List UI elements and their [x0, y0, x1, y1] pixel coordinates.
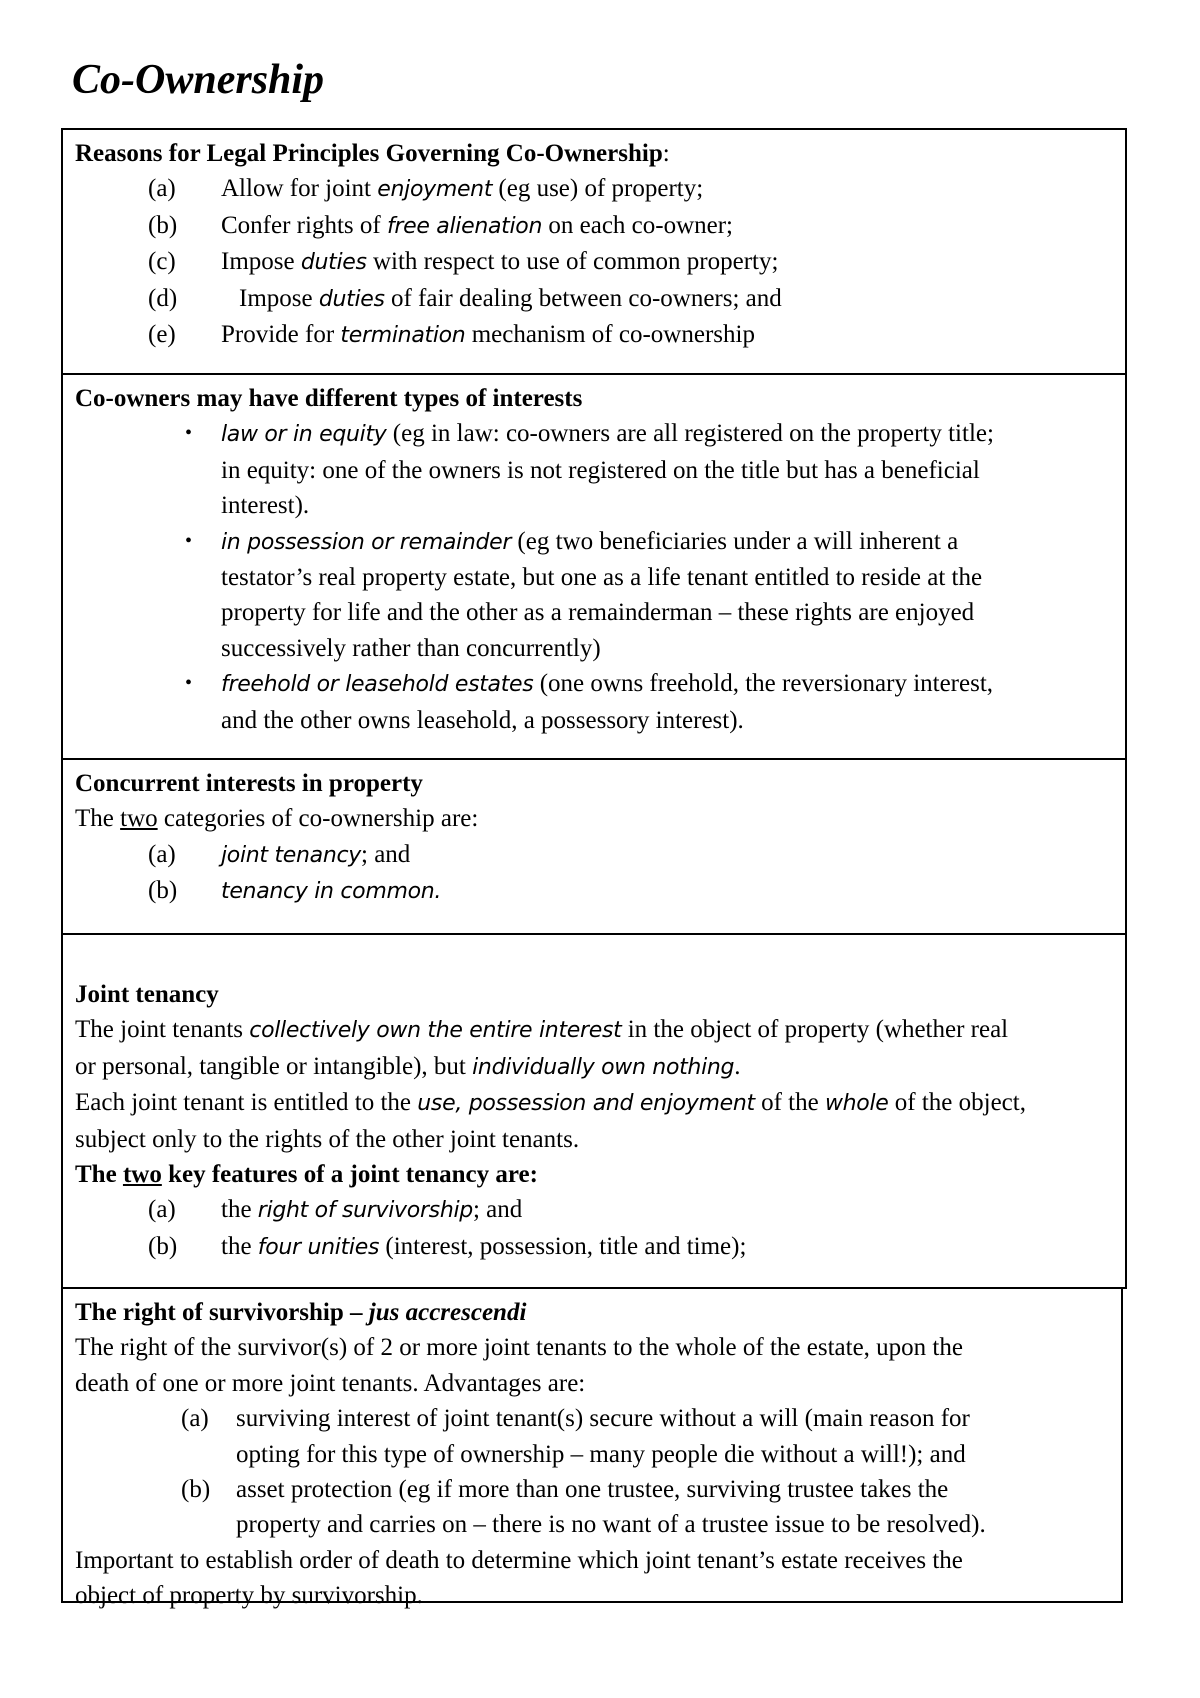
survivorship-conclusion: object of property by survivorship. [75, 1582, 423, 1610]
concurrent-interests-box [61, 758, 1127, 935]
survivorship-heading: The right of survivorship – jus accrescendi [75, 1299, 527, 1326]
list-item: (a) Allow for joint enjoyment (eg use) of property; [148, 175, 704, 203]
list-item: (a) joint tenancy; and [148, 840, 411, 868]
interest-types-box [61, 373, 1127, 760]
interest-types-heading: Co-owners may have different types of interests [75, 385, 583, 412]
list-item: (d) Impose duties of fair dealing between co-owners; and [148, 284, 782, 312]
reasons-box [61, 128, 1127, 375]
joint-tenancy-heading: Joint tenancy [75, 981, 219, 1008]
bullet-item: • freehold or leasehold estates (one owns freehold, the reversionary interest, and the other owns leasehold, a possessory interest). [75, 666, 1115, 738]
concurrent-intro: The two categories of co-ownership are: [75, 805, 479, 833]
list-item: (b) Confer rights of free alienation on each co-owner; [148, 211, 734, 239]
survivorship-text: The right of the survivor(s) of 2 or more joint tenants to the whole of the estate, upon the [75, 1334, 963, 1362]
list-item: (e) Provide for termination mechanism of co-ownership [148, 321, 755, 349]
joint-tenancy-paragraph: The joint tenants collectively own the entire interest in the object of property (whether real or personal, tangible or intangible), but individually own nothing. Each joint tenant is entitled to the use, possession and enjoyment of the whole of the object, subject only to the rights of the other joint tenants. [75, 1016, 1026, 1153]
list-item: (a) the right of survivorship; and [148, 1196, 523, 1224]
list-item: (b) asset protection (eg if more than one trustee, surviving trustee takes the property and carries on – there is no want of a trustee issue to be resolved). [181, 1476, 986, 1539]
survivorship-text: death of one or more joint tenants. Advantages are: [75, 1369, 586, 1397]
list-item: (c) Impose duties with respect to use of common property; [148, 248, 779, 276]
key-features-heading: The two key features of a joint tenancy are: [75, 1161, 538, 1189]
concurrent-interests-heading: Concurrent interests in property [75, 770, 423, 797]
survivorship-conclusion: Important to establish order of death to determine which joint tenant’s estate receives the [75, 1546, 963, 1574]
list-item: (b) the four unities (interest, possession, title and time); [148, 1232, 747, 1260]
bullet-icon: • [185, 672, 193, 695]
list-item: (a) surviving interest of joint tenant(s) secure without a will (main reason for opting for this type of ownership – many people die without a will!); and [181, 1405, 970, 1468]
bullet-icon: • [185, 422, 193, 445]
joint-tenancy-box [61, 933, 1127, 1289]
bullet-item: • law or in equity (eg in law: co-owners are all registered on the property title; in equity: one of the owners is not registered on the title but has a beneficial interest). [75, 416, 1115, 523]
reasons-heading: Reasons for Legal Principles Governing Co-Ownership: [75, 140, 670, 167]
page-title: Co-Ownership [72, 57, 325, 103]
list-item: (b) tenancy in common. [148, 877, 442, 905]
survivorship-box [61, 1287, 1123, 1610]
bullet-icon: • [185, 529, 193, 552]
bullet-item: • in possession or remainder (eg two beneficiaries under a will inherent a testator’s real property estate, but one as a life tenant entitled to reside at the property for life and the other as a remainderman – these rights are enjoyed successively rather than concurrently) [75, 524, 1115, 667]
